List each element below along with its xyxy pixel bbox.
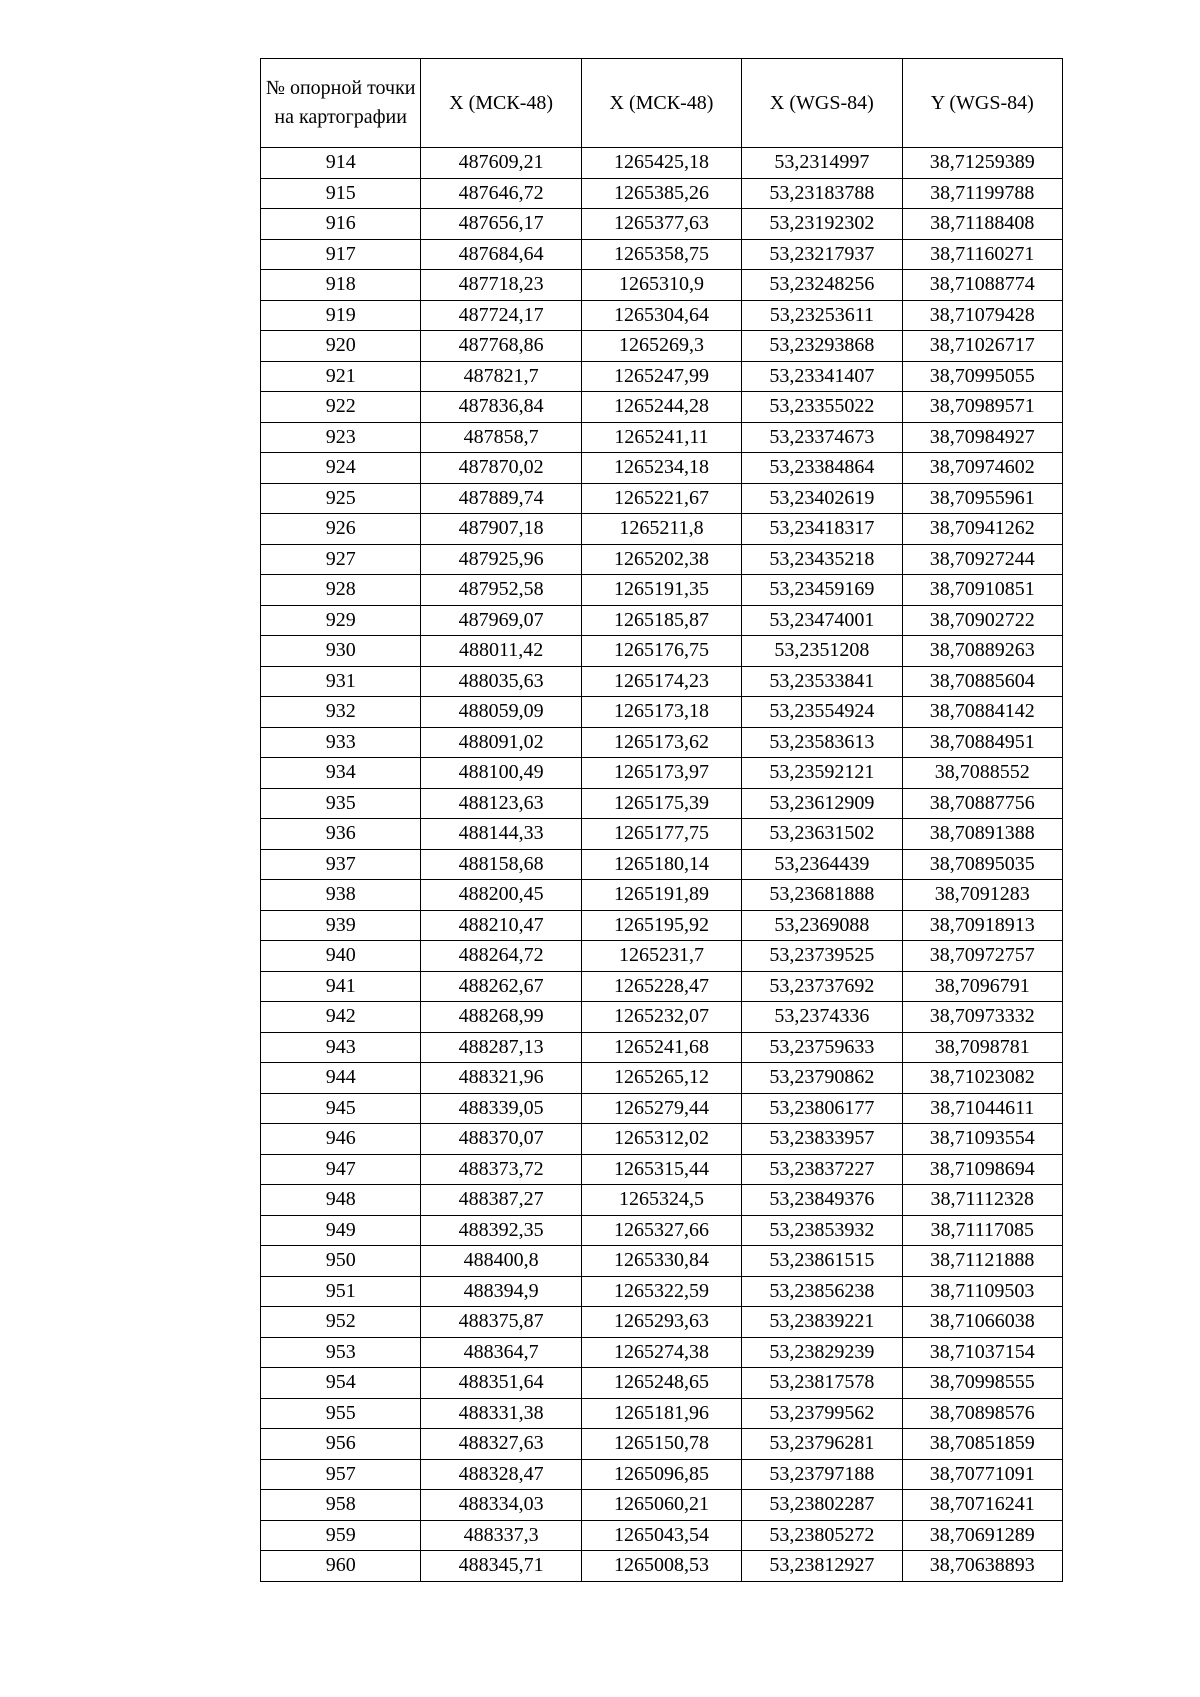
cell-point-number: 955 xyxy=(261,1398,421,1429)
cell-point-number: 945 xyxy=(261,1093,421,1124)
cell-x-msk48: 487925,96 xyxy=(421,544,581,575)
cell-x-msk48: 488100,49 xyxy=(421,758,581,789)
cell-y-wgs84: 38,70638893 xyxy=(902,1551,1062,1582)
cell-x-msk48: 488394,9 xyxy=(421,1276,581,1307)
table-header xyxy=(261,59,1063,148)
cell-point-number: 915 xyxy=(261,178,421,209)
cell-y-wgs84: 38,71259389 xyxy=(902,148,1062,179)
cell-x-msk48: 488345,71 xyxy=(421,1551,581,1582)
cell-point-number: 916 xyxy=(261,209,421,240)
cell-x-msk48-second: 1265244,28 xyxy=(581,392,741,423)
cell-x-msk48-second: 1265060,21 xyxy=(581,1490,741,1521)
cell-x-msk48: 488375,87 xyxy=(421,1307,581,1338)
cell-x-wgs84: 53,23853932 xyxy=(742,1215,902,1246)
cell-x-wgs84: 53,23459169 xyxy=(742,575,902,606)
cell-y-wgs84: 38,71023082 xyxy=(902,1063,1062,1094)
table-row xyxy=(261,666,1063,697)
cell-y-wgs84: 38,70884142 xyxy=(902,697,1062,728)
cell-point-number: 957 xyxy=(261,1459,421,1490)
cell-y-wgs84: 38,70910851 xyxy=(902,575,1062,606)
table-row xyxy=(261,1276,1063,1307)
cell-x-msk48: 488210,47 xyxy=(421,910,581,941)
table-row xyxy=(261,331,1063,362)
cell-y-wgs84: 38,70691289 xyxy=(902,1520,1062,1551)
cell-point-number: 923 xyxy=(261,422,421,453)
cell-x-msk48-second: 1265330,84 xyxy=(581,1246,741,1277)
cell-x-msk48: 488144,33 xyxy=(421,819,581,850)
cell-point-number: 935 xyxy=(261,788,421,819)
cell-x-msk48: 487889,74 xyxy=(421,483,581,514)
cell-y-wgs84: 38,71066038 xyxy=(902,1307,1062,1338)
cell-x-msk48: 488091,02 xyxy=(421,727,581,758)
cell-x-msk48-second: 1265173,97 xyxy=(581,758,741,789)
cell-x-wgs84: 53,23861515 xyxy=(742,1246,902,1277)
cell-x-wgs84: 53,23812927 xyxy=(742,1551,902,1582)
cell-x-msk48-second: 1265150,78 xyxy=(581,1429,741,1460)
cell-y-wgs84: 38,70887756 xyxy=(902,788,1062,819)
cell-x-wgs84: 53,23474001 xyxy=(742,605,902,636)
cell-y-wgs84: 38,71160271 xyxy=(902,239,1062,270)
cell-y-wgs84: 38,71093554 xyxy=(902,1124,1062,1155)
cell-y-wgs84: 38,70716241 xyxy=(902,1490,1062,1521)
cell-y-wgs84: 38,70984927 xyxy=(902,422,1062,453)
cell-y-wgs84: 38,71188408 xyxy=(902,209,1062,240)
cell-x-msk48-second: 1265221,67 xyxy=(581,483,741,514)
cell-x-wgs84: 53,23802287 xyxy=(742,1490,902,1521)
cell-x-msk48: 487718,23 xyxy=(421,270,581,301)
cell-x-msk48: 488334,03 xyxy=(421,1490,581,1521)
table-row xyxy=(261,941,1063,972)
cell-x-msk48-second: 1265385,26 xyxy=(581,178,741,209)
cell-x-wgs84: 53,2374336 xyxy=(742,1002,902,1033)
cell-x-msk48-second: 1265173,18 xyxy=(581,697,741,728)
cell-x-msk48-second: 1265211,8 xyxy=(581,514,741,545)
table-row xyxy=(261,727,1063,758)
table-row xyxy=(261,1520,1063,1551)
cell-x-wgs84: 53,23253611 xyxy=(742,300,902,331)
cell-x-wgs84: 53,23217937 xyxy=(742,239,902,270)
cell-x-msk48: 488392,35 xyxy=(421,1215,581,1246)
cell-point-number: 941 xyxy=(261,971,421,1002)
cell-x-msk48-second: 1265310,9 xyxy=(581,270,741,301)
cell-point-number: 933 xyxy=(261,727,421,758)
cell-x-msk48: 488287,13 xyxy=(421,1032,581,1063)
cell-y-wgs84: 38,70884951 xyxy=(902,727,1062,758)
cell-point-number: 947 xyxy=(261,1154,421,1185)
header-y-wgs84: Y (WGS-84) xyxy=(902,59,1062,148)
cell-x-msk48-second: 1265293,63 xyxy=(581,1307,741,1338)
cell-y-wgs84: 38,70973332 xyxy=(902,1002,1062,1033)
cell-x-msk48-second: 1265247,99 xyxy=(581,361,741,392)
table-row xyxy=(261,605,1063,636)
cell-x-msk48: 488059,09 xyxy=(421,697,581,728)
cell-x-wgs84: 53,23856238 xyxy=(742,1276,902,1307)
table-row xyxy=(261,1002,1063,1033)
cell-y-wgs84: 38,71037154 xyxy=(902,1337,1062,1368)
cell-x-msk48-second: 1265185,87 xyxy=(581,605,741,636)
cell-x-wgs84: 53,23790862 xyxy=(742,1063,902,1094)
table-row xyxy=(261,1429,1063,1460)
cell-y-wgs84: 38,71117085 xyxy=(902,1215,1062,1246)
cell-point-number: 921 xyxy=(261,361,421,392)
cell-y-wgs84: 38,70972757 xyxy=(902,941,1062,972)
cell-x-wgs84: 53,23631502 xyxy=(742,819,902,850)
cell-point-number: 927 xyxy=(261,544,421,575)
cell-y-wgs84: 38,70771091 xyxy=(902,1459,1062,1490)
cell-x-msk48: 487646,72 xyxy=(421,178,581,209)
cell-x-wgs84: 53,23374673 xyxy=(742,422,902,453)
cell-point-number: 934 xyxy=(261,758,421,789)
table-row xyxy=(261,971,1063,1002)
cell-point-number: 922 xyxy=(261,392,421,423)
cell-x-wgs84: 53,23583613 xyxy=(742,727,902,758)
cell-x-msk48-second: 1265241,68 xyxy=(581,1032,741,1063)
cell-point-number: 931 xyxy=(261,666,421,697)
cell-x-wgs84: 53,23592121 xyxy=(742,758,902,789)
cell-x-msk48-second: 1265304,64 xyxy=(581,300,741,331)
cell-point-number: 959 xyxy=(261,1520,421,1551)
cell-x-msk48-second: 1265324,5 xyxy=(581,1185,741,1216)
cell-x-msk48: 488200,45 xyxy=(421,880,581,911)
cell-x-msk48-second: 1265177,75 xyxy=(581,819,741,850)
cell-point-number: 918 xyxy=(261,270,421,301)
cell-x-msk48-second: 1265228,47 xyxy=(581,971,741,1002)
cell-x-wgs84: 53,23833957 xyxy=(742,1124,902,1155)
cell-x-msk48-second: 1265096,85 xyxy=(581,1459,741,1490)
cell-x-msk48-second: 1265176,75 xyxy=(581,636,741,667)
table-row xyxy=(261,422,1063,453)
table-row xyxy=(261,1246,1063,1277)
header-x-wgs84: X (WGS-84) xyxy=(742,59,902,148)
cell-x-msk48: 487836,84 xyxy=(421,392,581,423)
cell-x-wgs84: 53,23355022 xyxy=(742,392,902,423)
table-row xyxy=(261,1093,1063,1124)
table-row xyxy=(261,148,1063,179)
cell-x-msk48-second: 1265234,18 xyxy=(581,453,741,484)
cell-x-wgs84: 53,23418317 xyxy=(742,514,902,545)
table-row xyxy=(261,1398,1063,1429)
cell-y-wgs84: 38,71044611 xyxy=(902,1093,1062,1124)
cell-point-number: 938 xyxy=(261,880,421,911)
cell-point-number: 914 xyxy=(261,148,421,179)
table-row xyxy=(261,910,1063,941)
table-row xyxy=(261,392,1063,423)
cell-y-wgs84: 38,71121888 xyxy=(902,1246,1062,1277)
table-row xyxy=(261,1063,1063,1094)
cell-y-wgs84: 38,71109503 xyxy=(902,1276,1062,1307)
cell-x-msk48-second: 1265377,63 xyxy=(581,209,741,240)
table-row xyxy=(261,1459,1063,1490)
table-row xyxy=(261,575,1063,606)
cell-point-number: 942 xyxy=(261,1002,421,1033)
cell-x-wgs84: 53,23829239 xyxy=(742,1337,902,1368)
cell-x-msk48: 488351,64 xyxy=(421,1368,581,1399)
cell-x-wgs84: 53,23554924 xyxy=(742,697,902,728)
cell-x-msk48-second: 1265327,66 xyxy=(581,1215,741,1246)
cell-point-number: 950 xyxy=(261,1246,421,1277)
table-row xyxy=(261,514,1063,545)
cell-x-msk48-second: 1265175,39 xyxy=(581,788,741,819)
cell-x-wgs84: 53,23799562 xyxy=(742,1398,902,1429)
cell-y-wgs84: 38,70895035 xyxy=(902,849,1062,880)
cell-x-msk48: 488321,96 xyxy=(421,1063,581,1094)
cell-point-number: 936 xyxy=(261,819,421,850)
cell-x-msk48: 487684,64 xyxy=(421,239,581,270)
table-row xyxy=(261,178,1063,209)
cell-x-msk48-second: 1265269,3 xyxy=(581,331,741,362)
cell-y-wgs84: 38,70902722 xyxy=(902,605,1062,636)
cell-point-number: 954 xyxy=(261,1368,421,1399)
cell-y-wgs84: 38,71098694 xyxy=(902,1154,1062,1185)
cell-x-wgs84: 53,23402619 xyxy=(742,483,902,514)
cell-x-msk48: 487907,18 xyxy=(421,514,581,545)
cell-x-msk48: 487952,58 xyxy=(421,575,581,606)
cell-point-number: 937 xyxy=(261,849,421,880)
cell-x-msk48: 487858,7 xyxy=(421,422,581,453)
table-row xyxy=(261,788,1063,819)
cell-y-wgs84: 38,71112328 xyxy=(902,1185,1062,1216)
table-body xyxy=(261,148,1063,1582)
table-row xyxy=(261,1124,1063,1155)
cell-x-msk48-second: 1265191,35 xyxy=(581,575,741,606)
cell-x-wgs84: 53,23817578 xyxy=(742,1368,902,1399)
cell-x-wgs84: 53,2369088 xyxy=(742,910,902,941)
cell-x-wgs84: 53,23533841 xyxy=(742,666,902,697)
table-row xyxy=(261,819,1063,850)
cell-x-wgs84: 53,2364439 xyxy=(742,849,902,880)
cell-x-msk48-second: 1265322,59 xyxy=(581,1276,741,1307)
table-row xyxy=(261,1154,1063,1185)
table-row xyxy=(261,697,1063,728)
table-row xyxy=(261,483,1063,514)
cell-x-wgs84: 53,23435218 xyxy=(742,544,902,575)
cell-point-number: 953 xyxy=(261,1337,421,1368)
cell-y-wgs84: 38,7088552 xyxy=(902,758,1062,789)
cell-x-msk48: 487609,21 xyxy=(421,148,581,179)
cell-y-wgs84: 38,70885604 xyxy=(902,666,1062,697)
cell-x-wgs84: 53,23183788 xyxy=(742,178,902,209)
table-row xyxy=(261,209,1063,240)
cell-y-wgs84: 38,71026717 xyxy=(902,331,1062,362)
cell-x-wgs84: 53,23248256 xyxy=(742,270,902,301)
header-point-number: № опорной точки на картографии xyxy=(261,59,421,148)
cell-x-wgs84: 53,23384864 xyxy=(742,453,902,484)
table-row xyxy=(261,1032,1063,1063)
cell-x-msk48-second: 1265195,92 xyxy=(581,910,741,941)
cell-x-wgs84: 53,23192302 xyxy=(742,209,902,240)
cell-point-number: 930 xyxy=(261,636,421,667)
cell-point-number: 920 xyxy=(261,331,421,362)
cell-point-number: 926 xyxy=(261,514,421,545)
cell-x-msk48-second: 1265202,38 xyxy=(581,544,741,575)
cell-x-msk48: 488123,63 xyxy=(421,788,581,819)
table-row xyxy=(261,1185,1063,1216)
cell-point-number: 939 xyxy=(261,910,421,941)
cell-x-msk48-second: 1265315,44 xyxy=(581,1154,741,1185)
cell-y-wgs84: 38,70918913 xyxy=(902,910,1062,941)
cell-x-wgs84: 53,23293868 xyxy=(742,331,902,362)
coordinates-table xyxy=(260,58,1063,1582)
cell-point-number: 956 xyxy=(261,1429,421,1460)
header-x-msk48: X (МСК-48) xyxy=(421,59,581,148)
cell-x-msk48-second: 1265174,23 xyxy=(581,666,741,697)
cell-y-wgs84: 38,70995055 xyxy=(902,361,1062,392)
cell-y-wgs84: 38,70851859 xyxy=(902,1429,1062,1460)
cell-x-msk48: 488387,27 xyxy=(421,1185,581,1216)
table-row xyxy=(261,1215,1063,1246)
cell-y-wgs84: 38,71199788 xyxy=(902,178,1062,209)
cell-y-wgs84: 38,70989571 xyxy=(902,392,1062,423)
table-row xyxy=(261,1368,1063,1399)
cell-y-wgs84: 38,70941262 xyxy=(902,514,1062,545)
cell-x-wgs84: 53,23737692 xyxy=(742,971,902,1002)
header-x-msk48-second: X (МСК-48) xyxy=(581,59,741,148)
cell-y-wgs84: 38,7096791 xyxy=(902,971,1062,1002)
cell-x-msk48: 487656,17 xyxy=(421,209,581,240)
cell-x-msk48: 487724,17 xyxy=(421,300,581,331)
cell-x-msk48: 488158,68 xyxy=(421,849,581,880)
cell-x-wgs84: 53,23839221 xyxy=(742,1307,902,1338)
header-row xyxy=(261,59,1063,148)
table-row xyxy=(261,880,1063,911)
cell-x-msk48-second: 1265181,96 xyxy=(581,1398,741,1429)
cell-x-msk48-second: 1265191,89 xyxy=(581,880,741,911)
table-row xyxy=(261,270,1063,301)
cell-point-number: 917 xyxy=(261,239,421,270)
cell-x-msk48: 488035,63 xyxy=(421,666,581,697)
table-row xyxy=(261,361,1063,392)
cell-x-wgs84: 53,23837227 xyxy=(742,1154,902,1185)
cell-y-wgs84: 38,71088774 xyxy=(902,270,1062,301)
cell-x-msk48-second: 1265274,38 xyxy=(581,1337,741,1368)
cell-y-wgs84: 38,70889263 xyxy=(902,636,1062,667)
cell-point-number: 929 xyxy=(261,605,421,636)
table-row xyxy=(261,1551,1063,1582)
cell-x-msk48: 488373,72 xyxy=(421,1154,581,1185)
cell-x-msk48-second: 1265008,53 xyxy=(581,1551,741,1582)
cell-y-wgs84: 38,7091283 xyxy=(902,880,1062,911)
cell-x-msk48-second: 1265248,65 xyxy=(581,1368,741,1399)
cell-x-msk48-second: 1265241,11 xyxy=(581,422,741,453)
table-row xyxy=(261,849,1063,880)
cell-x-msk48: 488011,42 xyxy=(421,636,581,667)
cell-y-wgs84: 38,71079428 xyxy=(902,300,1062,331)
cell-x-msk48: 488370,07 xyxy=(421,1124,581,1155)
table-row xyxy=(261,239,1063,270)
cell-x-msk48-second: 1265312,02 xyxy=(581,1124,741,1155)
cell-x-msk48: 488264,72 xyxy=(421,941,581,972)
cell-x-wgs84: 53,23806177 xyxy=(742,1093,902,1124)
cell-point-number: 944 xyxy=(261,1063,421,1094)
cell-x-msk48: 488339,05 xyxy=(421,1093,581,1124)
cell-x-msk48: 487969,07 xyxy=(421,605,581,636)
cell-x-msk48-second: 1265425,18 xyxy=(581,148,741,179)
table-row xyxy=(261,300,1063,331)
cell-x-msk48-second: 1265231,7 xyxy=(581,941,741,972)
cell-x-wgs84: 53,23341407 xyxy=(742,361,902,392)
cell-point-number: 958 xyxy=(261,1490,421,1521)
cell-x-msk48: 488400,8 xyxy=(421,1246,581,1277)
cell-x-msk48: 488331,38 xyxy=(421,1398,581,1429)
cell-x-msk48: 488262,67 xyxy=(421,971,581,1002)
cell-x-msk48: 488364,7 xyxy=(421,1337,581,1368)
cell-x-msk48-second: 1265279,44 xyxy=(581,1093,741,1124)
cell-y-wgs84: 38,70955961 xyxy=(902,483,1062,514)
cell-x-msk48-second: 1265265,12 xyxy=(581,1063,741,1094)
cell-x-wgs84: 53,23759633 xyxy=(742,1032,902,1063)
cell-x-wgs84: 53,23681888 xyxy=(742,880,902,911)
cell-point-number: 952 xyxy=(261,1307,421,1338)
cell-x-wgs84: 53,23805272 xyxy=(742,1520,902,1551)
cell-point-number: 940 xyxy=(261,941,421,972)
cell-x-wgs84: 53,2351208 xyxy=(742,636,902,667)
cell-x-msk48: 488328,47 xyxy=(421,1459,581,1490)
cell-y-wgs84: 38,70898576 xyxy=(902,1398,1062,1429)
cell-x-msk48-second: 1265180,14 xyxy=(581,849,741,880)
cell-x-wgs84: 53,23797188 xyxy=(742,1459,902,1490)
cell-x-msk48: 487821,7 xyxy=(421,361,581,392)
cell-x-wgs84: 53,23612909 xyxy=(742,788,902,819)
cell-point-number: 948 xyxy=(261,1185,421,1216)
cell-x-msk48: 487768,86 xyxy=(421,331,581,362)
cell-x-wgs84: 53,23796281 xyxy=(742,1429,902,1460)
table-row xyxy=(261,1490,1063,1521)
cell-point-number: 949 xyxy=(261,1215,421,1246)
cell-point-number: 946 xyxy=(261,1124,421,1155)
cell-y-wgs84: 38,70974602 xyxy=(902,453,1062,484)
table-row xyxy=(261,1337,1063,1368)
table-row xyxy=(261,453,1063,484)
cell-x-msk48-second: 1265232,07 xyxy=(581,1002,741,1033)
cell-point-number: 943 xyxy=(261,1032,421,1063)
cell-x-msk48: 488327,63 xyxy=(421,1429,581,1460)
cell-point-number: 932 xyxy=(261,697,421,728)
cell-point-number: 951 xyxy=(261,1276,421,1307)
table-row xyxy=(261,544,1063,575)
table-row xyxy=(261,758,1063,789)
cell-x-msk48-second: 1265358,75 xyxy=(581,239,741,270)
cell-x-msk48-second: 1265173,62 xyxy=(581,727,741,758)
cell-x-wgs84: 53,23739525 xyxy=(742,941,902,972)
cell-point-number: 928 xyxy=(261,575,421,606)
cell-y-wgs84: 38,70927244 xyxy=(902,544,1062,575)
cell-y-wgs84: 38,7098781 xyxy=(902,1032,1062,1063)
table-row xyxy=(261,1307,1063,1338)
cell-y-wgs84: 38,70998555 xyxy=(902,1368,1062,1399)
cell-point-number: 924 xyxy=(261,453,421,484)
cell-x-msk48: 488337,3 xyxy=(421,1520,581,1551)
cell-x-wgs84: 53,2314997 xyxy=(742,148,902,179)
cell-x-wgs84: 53,23849376 xyxy=(742,1185,902,1216)
cell-x-msk48: 487870,02 xyxy=(421,453,581,484)
cell-x-msk48-second: 1265043,54 xyxy=(581,1520,741,1551)
table-row xyxy=(261,636,1063,667)
cell-point-number: 925 xyxy=(261,483,421,514)
cell-point-number: 919 xyxy=(261,300,421,331)
cell-point-number: 960 xyxy=(261,1551,421,1582)
cell-y-wgs84: 38,70891388 xyxy=(902,819,1062,850)
cell-x-msk48: 488268,99 xyxy=(421,1002,581,1033)
